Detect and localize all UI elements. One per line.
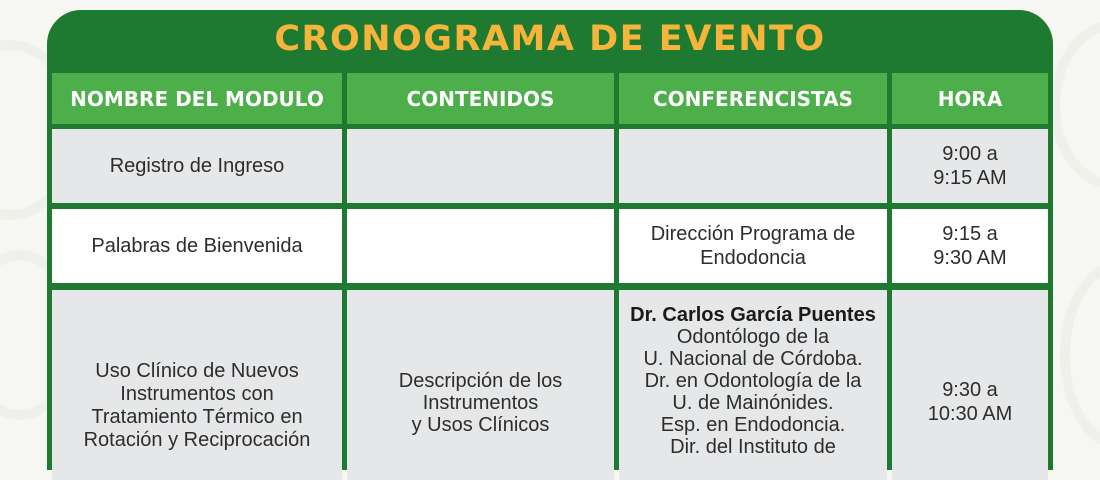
table-cell-contenidos — [347, 209, 614, 283]
contenidos-line: Descripción de los — [398, 370, 563, 392]
speaker-credential: Esp. en Endodoncia. — [660, 414, 846, 436]
table-cell-modulo — [52, 290, 342, 480]
background-swirl — [1050, 20, 1100, 190]
speaker-credential: Dr. en Odontología de la — [644, 370, 862, 392]
conferencistas-line: Dirección Programa de — [650, 223, 856, 245]
table-cell-hora — [892, 209, 1048, 283]
column-header-contenidos: CONTENIDOS — [347, 73, 614, 124]
speaker-credential: Odontólogo de la — [676, 326, 830, 348]
hora-start: 9:30 a — [942, 379, 998, 401]
conferencistas-line: Endodoncia — [700, 247, 806, 269]
hora-start: 9:00 a — [942, 143, 998, 165]
table-cell-contenidos — [347, 290, 614, 480]
speaker-credential: U. Nacional de Córdoba. — [643, 348, 863, 370]
hora-start: 9:15 a — [942, 223, 998, 245]
table-cell-hora — [892, 290, 1048, 480]
table-cell-conferencistas — [619, 209, 887, 283]
modulo-line: Tratamiento Térmico en — [91, 406, 303, 428]
table-cell-modulo — [52, 209, 342, 283]
modulo-line: Instrumentos con — [120, 383, 274, 405]
table-cell-contenidos — [347, 129, 614, 203]
background-swirl — [1060, 260, 1100, 450]
hora-end: 9:15 AM — [933, 167, 1007, 189]
column-header-hora: HORA — [892, 73, 1048, 124]
column-header-modulo: NOMBRE DEL MODULO — [52, 73, 342, 124]
modulo-line: Uso Clínico de Nuevos — [95, 360, 299, 382]
speaker-credential: U. de Mainónides. — [672, 392, 834, 414]
contenidos-line: Instrumentos — [422, 392, 539, 414]
table-cell-hora — [892, 129, 1048, 203]
hora-end: 10:30 AM — [927, 403, 1013, 425]
page-title: CRONOGRAMA DE EVENTO — [274, 19, 826, 59]
speaker-credential: Dir. del Instituto de — [670, 436, 836, 458]
contenidos-line: y Usos Clínicos — [411, 414, 550, 436]
table-cell-modulo — [52, 129, 342, 203]
hora-end: 9:30 AM — [933, 247, 1007, 269]
column-header-conferencistas: CONFERENCISTAS — [619, 73, 887, 124]
modulo-text: Registro de Ingreso — [109, 155, 285, 177]
modulo-line: Rotación y Reciprocación — [83, 429, 311, 451]
table-cell-conferencistas — [619, 290, 887, 480]
modulo-text: Palabras de Bienvenida — [91, 235, 303, 257]
speaker-name: Dr. Carlos García Puentes — [630, 304, 876, 326]
table-cell-conferencistas — [619, 129, 887, 203]
